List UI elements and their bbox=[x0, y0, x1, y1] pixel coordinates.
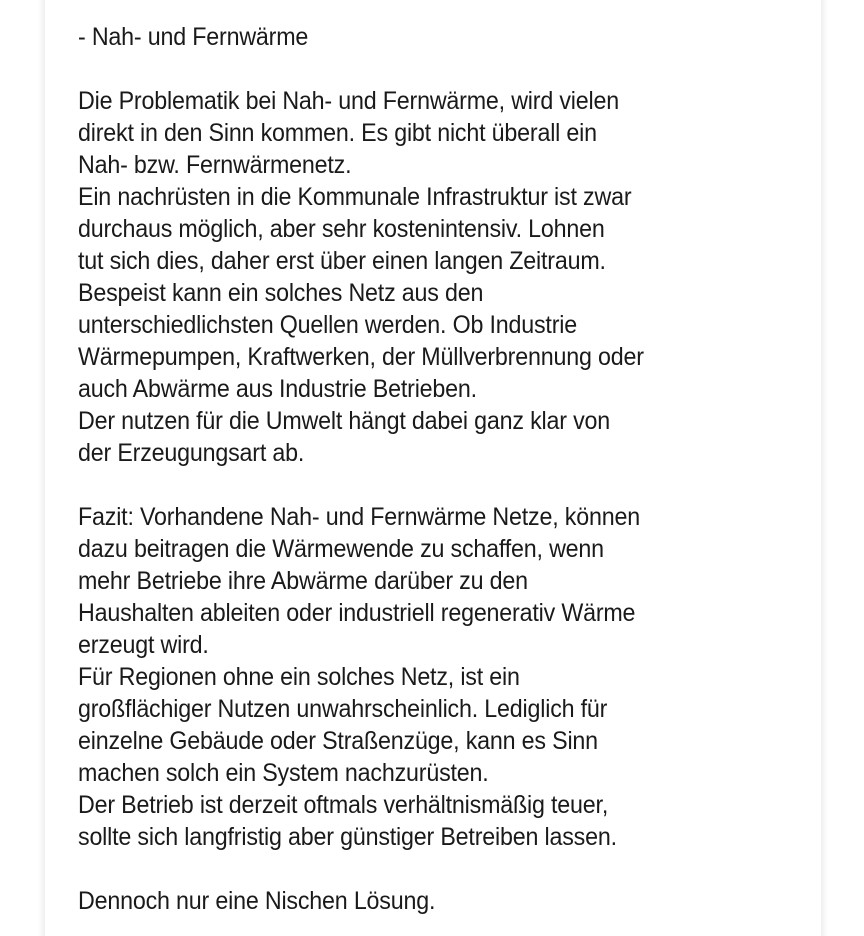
text-line: Nah- bzw. Fernwärmenetz. bbox=[78, 151, 352, 179]
text-line: Bespeist kann ein solches Netz aus den bbox=[78, 279, 484, 307]
text-line: der Erzeugungsart ab. bbox=[78, 439, 305, 467]
text-line: erzeugt wird. bbox=[78, 631, 209, 659]
text-line: unterschiedlichsten Quellen werden. Ob Industrie bbox=[78, 311, 577, 339]
section-heading: - Nah- und Fernwärme bbox=[78, 23, 309, 51]
text-line: mehr Betriebe ihre Abwärme darüber zu den bbox=[78, 567, 528, 595]
text-line: auch Abwärme aus Industrie Betrieben. bbox=[78, 375, 477, 403]
text-line: Ein nachrüsten in die Kommunale Infrastruktur ist zwar bbox=[78, 183, 632, 211]
paragraph-spacer bbox=[78, 853, 757, 885]
text-line: direkt in den Sinn kommen. Es gibt nicht überall ein bbox=[78, 119, 597, 147]
text-line: sollte sich langfristig aber günstiger Betreiben lassen. bbox=[78, 823, 617, 851]
paragraph-spacer bbox=[78, 53, 757, 85]
text-line: dazu beitragen die Wärmewende zu schaffen, wenn bbox=[78, 535, 604, 563]
paragraph-spacer bbox=[78, 469, 757, 501]
text-line: Dennoch nur eine Nischen Lösung. bbox=[78, 887, 436, 915]
text-line: einzelne Gebäude oder Straßenzüge, kann es Sinn bbox=[78, 727, 598, 755]
text-line: Wärmepumpen, Kraftwerken, der Müllverbrennung oder bbox=[78, 343, 644, 371]
text-line: Haushalten ableiten oder industriell regenerativ Wärme bbox=[78, 599, 636, 627]
text-line: Der nutzen für die Umwelt hängt dabei ganz klar von bbox=[78, 407, 611, 435]
text-line: Der Betrieb ist derzeit oftmals verhältnismäßig teuer, bbox=[78, 791, 609, 819]
text-line: Fazit: Vorhandene Nah- und Fernwärme Netze, können bbox=[78, 503, 640, 531]
document-body bbox=[78, 21, 757, 917]
text-line: Für Regionen ohne ein solches Netz, ist ein bbox=[78, 663, 520, 691]
paragraph-district-heating bbox=[78, 85, 757, 469]
text-line: durchaus möglich, aber sehr kostenintensiv. Lohnen bbox=[78, 215, 605, 243]
text-line: Die Problematik bei Nah- und Fernwärme, wird vielen bbox=[78, 87, 619, 115]
text-line: großflächiger Nutzen unwahrscheinlich. Lediglich für bbox=[78, 695, 608, 723]
text-line: tut sich dies, daher erst über einen langen Zeitraum. bbox=[78, 247, 606, 275]
paragraph-closing bbox=[78, 885, 757, 917]
text-line: machen solch ein System nachzurüsten. bbox=[78, 759, 489, 787]
paragraph-conclusion bbox=[78, 501, 757, 853]
